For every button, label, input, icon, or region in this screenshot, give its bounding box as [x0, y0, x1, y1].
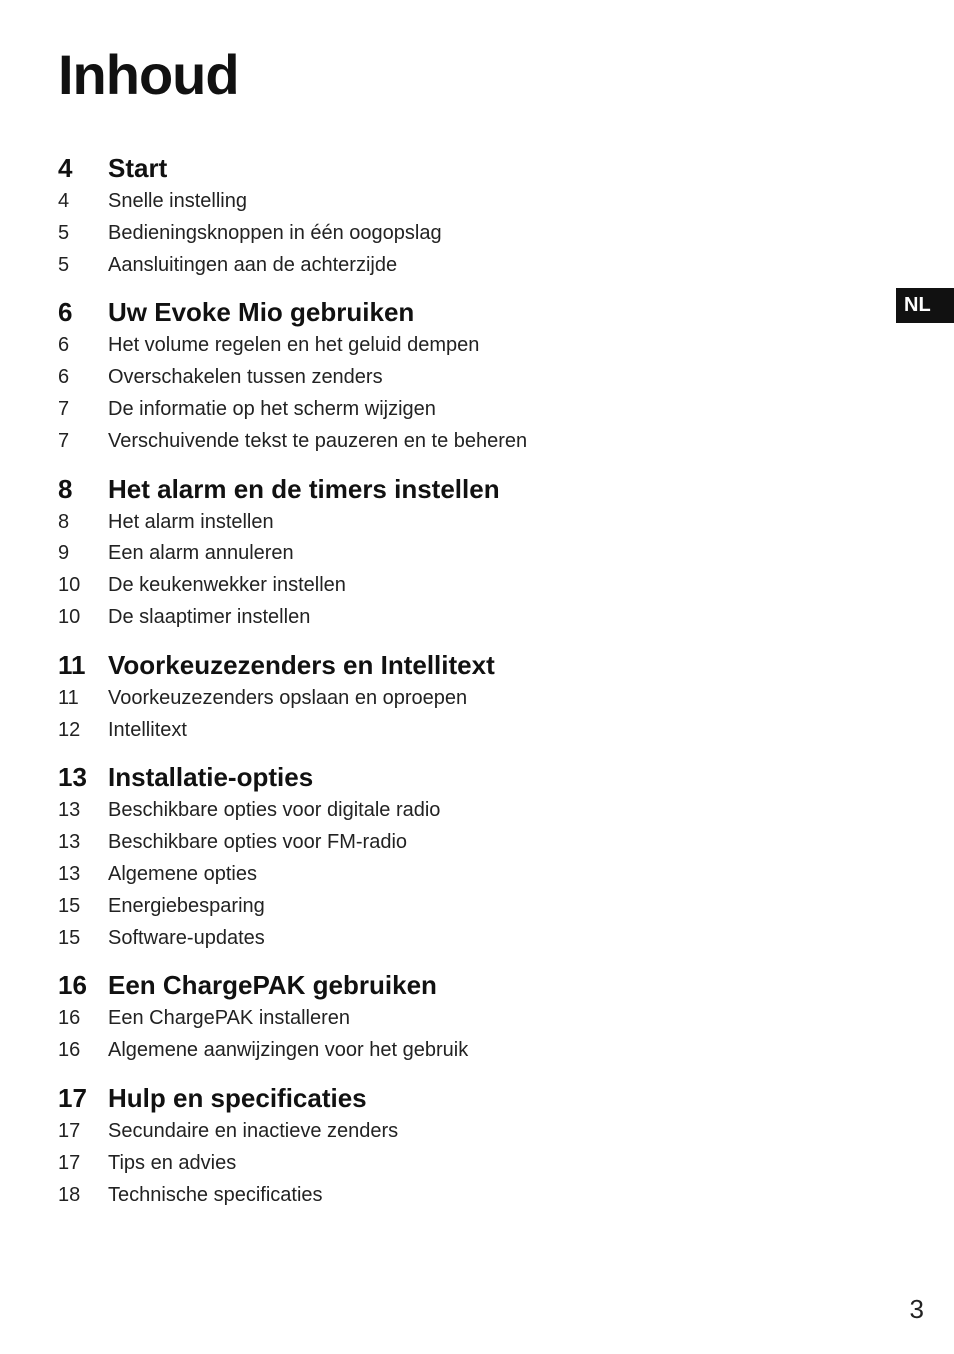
entry-title: Overschakelen tussen zenders	[108, 366, 383, 389]
toc-entry[interactable]	[58, 827, 758, 859]
section-title: Hulp en specificaties	[108, 1082, 367, 1113]
toc-entry[interactable]	[58, 426, 758, 458]
section-heading[interactable]	[58, 967, 758, 1003]
section-title: Het alarm en de timers instellen	[108, 473, 500, 504]
entry-page-number: 11	[58, 686, 79, 709]
toc-entry[interactable]	[58, 507, 758, 539]
entry-page-number: 4	[58, 190, 70, 212]
section-heading[interactable]	[58, 294, 758, 330]
entry-page-number: 15	[58, 926, 81, 949]
entry-page-number: 17	[58, 1119, 81, 1142]
toc-entry[interactable]	[58, 1180, 758, 1212]
entry-title: Aansluitingen aan de achterzijde	[108, 253, 398, 276]
entry-title: Voorkeuzezenders opslaan en oproepen	[108, 686, 468, 709]
entry-page-number: 16	[58, 1007, 81, 1030]
entry-title: Een alarm annuleren	[108, 542, 294, 565]
entry-title: Verschuivende tekst te pauzeren en te beheren	[108, 429, 528, 452]
toc-entry[interactable]	[58, 1116, 758, 1148]
entry-title: Tips en advies	[108, 1151, 237, 1174]
entry-title: Intellitext	[108, 718, 187, 741]
toc-section	[58, 150, 758, 281]
toc-section	[58, 471, 758, 634]
entry-page-number: 7	[58, 397, 70, 420]
entry-title: Het volume regelen en het geluid dempen	[108, 334, 480, 357]
toc-entry[interactable]	[58, 330, 758, 362]
entry-page-number: 17	[58, 1151, 81, 1174]
section-title: Voorkeuzezenders en Intellitext	[108, 649, 495, 680]
section-page-number: 17	[58, 1082, 87, 1113]
toc-entry[interactable]	[58, 250, 758, 282]
entry-page-number: 6	[58, 366, 70, 389]
toc-entry[interactable]	[58, 715, 758, 747]
language-tab: NL	[896, 288, 954, 323]
section-page-number: 4	[58, 153, 73, 183]
toc-entry[interactable]	[58, 1003, 758, 1035]
entry-title: Algemene opties	[108, 862, 257, 885]
entry-page-number: 5	[58, 253, 70, 276]
entry-page-number: 7	[58, 429, 70, 452]
entry-title: Snelle instelling	[108, 190, 247, 212]
toc-section	[58, 647, 758, 747]
entry-title: De keukenwekker instellen	[108, 574, 346, 597]
entry-title: De informatie op het scherm wijzigen	[108, 397, 436, 420]
entry-title: Technische specificaties	[108, 1183, 323, 1206]
toc-section	[58, 759, 758, 954]
entry-page-number: 18	[58, 1183, 81, 1206]
section-heading[interactable]	[58, 759, 758, 795]
entry-title: Het alarm instellen	[108, 510, 274, 533]
entry-title: Secundaire en inactieve zenders	[108, 1119, 399, 1142]
entry-page-number: 15	[58, 894, 81, 917]
toc-entry[interactable]	[58, 891, 758, 923]
entry-title: Energiebesparing	[108, 894, 265, 917]
section-page-number: 8	[58, 473, 73, 504]
section-page-number: 11	[58, 649, 86, 680]
section-heading[interactable]	[58, 647, 758, 683]
entry-page-number: 5	[58, 221, 70, 244]
table-of-contents	[58, 150, 758, 1224]
section-title: Start	[108, 153, 168, 183]
toc-section	[58, 294, 758, 457]
section-page-number: 16	[58, 970, 87, 1001]
section-title: Uw Evoke Mio gebruiken	[108, 297, 415, 328]
entry-page-number: 16	[58, 1039, 81, 1062]
entry-page-number: 13	[58, 862, 81, 885]
toc-section	[58, 1080, 758, 1211]
entry-title: Bedieningsknoppen in één oogopslag	[108, 221, 442, 244]
entry-page-number: 9	[58, 542, 70, 565]
toc-entry[interactable]	[58, 218, 758, 250]
entry-title: Software-updates	[108, 926, 265, 949]
section-heading[interactable]	[58, 471, 758, 507]
toc-entry[interactable]	[58, 1148, 758, 1180]
toc-entry[interactable]	[58, 602, 758, 634]
entry-page-number: 13	[58, 831, 81, 854]
toc-entry[interactable]	[58, 570, 758, 602]
section-heading[interactable]	[58, 150, 758, 186]
section-heading[interactable]	[58, 1080, 758, 1116]
toc-entry[interactable]	[58, 683, 758, 715]
section-title: Installatie-opties	[108, 762, 314, 793]
toc-entry[interactable]	[58, 186, 758, 218]
page-title: Inhoud	[58, 43, 239, 106]
page-number: 3	[909, 1294, 924, 1324]
toc-entry[interactable]	[58, 859, 758, 891]
toc-entry[interactable]	[58, 923, 758, 955]
entry-title: De slaaptimer instellen	[108, 605, 311, 628]
toc-entry[interactable]	[58, 394, 758, 426]
entry-page-number: 13	[58, 799, 81, 822]
toc-entry[interactable]	[58, 795, 758, 827]
toc-entry[interactable]	[58, 1035, 758, 1067]
entry-page-number: 12	[58, 718, 81, 741]
toc-entry[interactable]	[58, 362, 758, 394]
entry-page-number: 10	[58, 574, 81, 597]
entry-title: Algemene aanwijzingen voor het gebruik	[108, 1039, 469, 1062]
entry-page-number: 6	[58, 334, 70, 357]
entry-title: Beschikbare opties voor digitale radio	[108, 799, 441, 822]
entry-page-number: 8	[58, 510, 70, 533]
section-page-number: 13	[58, 762, 87, 793]
entry-title: Een ChargePAK installeren	[108, 1007, 350, 1030]
toc-section	[58, 967, 758, 1067]
entry-page-number: 10	[58, 605, 81, 628]
toc-entry[interactable]	[58, 538, 758, 570]
section-page-number: 6	[58, 297, 73, 328]
entry-title: Beschikbare opties voor FM-radio	[108, 831, 408, 854]
section-title: Een ChargePAK gebruiken	[108, 970, 437, 1001]
